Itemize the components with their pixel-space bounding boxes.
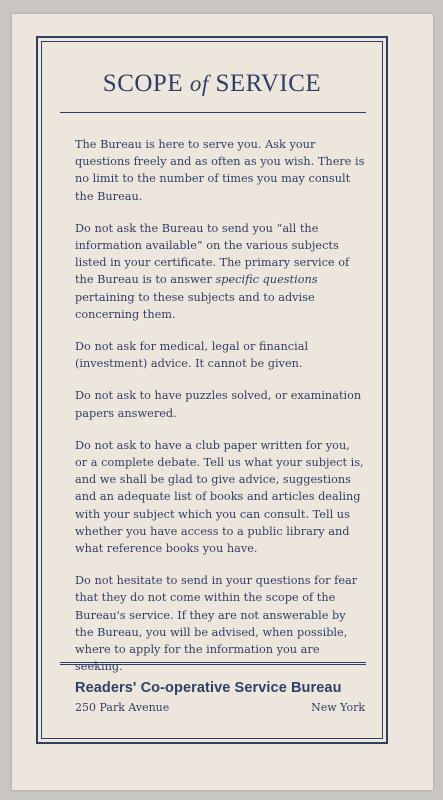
title-of: of bbox=[189, 71, 209, 96]
page-title bbox=[50, 70, 374, 98]
paragraph-4: Do not ask to have puzzles solved, or examination papers answered. bbox=[75, 389, 362, 420]
paragraph-2-part-a: Do not ask the Bureau to send you “all the information available” on the various subjects listed in your certificate. The primary service of the Bureau is to answer bbox=[75, 221, 350, 287]
title-rule bbox=[60, 112, 366, 113]
title-suffix: SERVICE bbox=[208, 70, 322, 97]
paragraph-6: Do not hesitate to send in your questions for fear that they do not come within the scope of the Bureau's service. If they are not answerable by the Bureau, you will be advised, when possible, where to apply for the information you are seeking. bbox=[75, 574, 358, 674]
paragraph-1: The Bureau is here to serve you. Ask your questions freely and as often as you wish. There is no limit to the number of times you may consult the Bureau. bbox=[75, 138, 365, 203]
paragraph-5: Do not ask to have a club paper written for you, or a complete debate. Tell us what your subject is, and we shall be glad to give advice, suggestions and an adequate list of books and articles dealing with your subject which you can consult. Tell us whether you have access to a public library and what reference books you have. bbox=[75, 438, 364, 556]
paragraph-2-part-b: pertaining to these subjects and to advise concerning them. bbox=[75, 290, 315, 321]
street-address: 250 Park Avenue bbox=[75, 701, 170, 714]
bureau-name: Readers' Co-operative Service Bureau bbox=[75, 680, 342, 696]
city: New York bbox=[311, 701, 365, 714]
title-prefix: SCOPE bbox=[102, 70, 190, 97]
address-row bbox=[75, 701, 365, 714]
footer bbox=[75, 680, 365, 714]
paragraph-2 bbox=[75, 220, 365, 323]
paragraph-2-emphasis: specific questions bbox=[215, 273, 318, 287]
paragraph-3: Do not ask for medical, legal or financial (investment) advice. It cannot be given. bbox=[75, 340, 309, 371]
body-text bbox=[75, 136, 365, 690]
footer-rule bbox=[60, 662, 366, 665]
